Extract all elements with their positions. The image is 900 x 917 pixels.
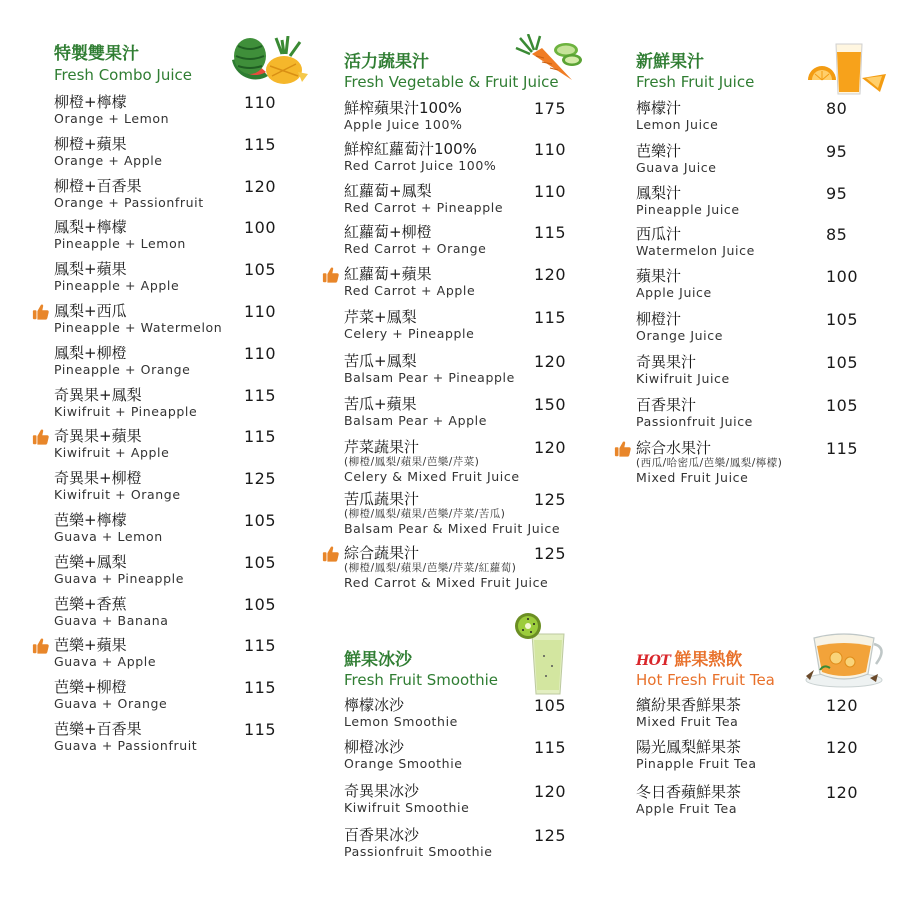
fruit-tea-cup-image xyxy=(800,624,888,690)
menu-item xyxy=(344,827,574,859)
section-title-zh: 鮮果冰沙 xyxy=(344,650,412,670)
item-name-zh: 柳橙+檸檬 xyxy=(54,93,127,111)
menu-item xyxy=(344,266,574,298)
item-name-zh: 苦瓜+蘋果 xyxy=(344,395,417,413)
item-name-zh: 柳橙+蘋果 xyxy=(54,134,127,153)
item-price: 110 xyxy=(244,343,277,363)
item-name-en: Passionfruit Smoothie xyxy=(344,844,493,859)
item-name-en: Mixed Fruit Tea xyxy=(636,714,739,729)
item-name-en: Red Carrot & Mixed Fruit Juice xyxy=(344,575,549,590)
item-name-zh: 芭樂+鳳梨 xyxy=(54,552,127,571)
item-name-en: Balsam Pear + Apple xyxy=(344,413,488,428)
item-price: 110 xyxy=(244,93,277,112)
item-name-zh: 紅蘿蔔+蘋果 xyxy=(344,265,432,283)
item-name-zh: 奇異果+柳橙 xyxy=(54,469,142,488)
menu-item xyxy=(344,353,574,385)
menu-item xyxy=(54,178,284,210)
item-price: 110 xyxy=(244,302,277,321)
section-title-zh: 新鮮果汁 xyxy=(636,52,704,72)
menu-item xyxy=(344,224,574,256)
watermelon-pineapple-image xyxy=(224,36,310,88)
menu-item xyxy=(636,354,866,386)
item-name-en: Apple Juice xyxy=(636,285,712,300)
item-name-zh: 陽光鳳梨鮮果茶 xyxy=(636,738,742,756)
item-price: 115 xyxy=(244,636,277,656)
item-price: 80 xyxy=(826,99,848,118)
item-price: 110 xyxy=(534,140,567,159)
item-name-zh: 鳳梨+西瓜 xyxy=(54,302,127,320)
item-name-zh: 柳橙冰沙 xyxy=(344,738,405,756)
section-title-en: Hot Fresh Fruit Tea xyxy=(636,671,775,689)
item-name-zh: 芭樂+檸檬 xyxy=(54,511,127,529)
menu-item xyxy=(54,596,284,628)
item-price: 175 xyxy=(534,99,567,118)
item-name-en: Pineapple + Orange xyxy=(54,361,191,377)
menu-item xyxy=(54,261,284,293)
item-name-en: Guava + Passionfruit xyxy=(54,738,198,753)
item-name-zh: 奇異果冰沙 xyxy=(344,782,420,800)
item-price: 150 xyxy=(534,395,567,414)
item-name-en: Mixed Fruit Juice xyxy=(636,470,749,485)
menu-item xyxy=(54,345,284,377)
item-name-zh: 鳳梨汁 xyxy=(636,184,682,202)
item-name-zh: 綜合蔬果汁 xyxy=(344,544,420,562)
thumbs-up-icon xyxy=(322,266,340,284)
item-name-zh: 綜合水果汁 xyxy=(636,439,712,457)
carrot-cucumber-image xyxy=(514,34,584,84)
item-name-en: Guava Juice xyxy=(636,160,717,175)
menu-item xyxy=(344,545,574,590)
item-name-zh: 芹菜蔬果汁 xyxy=(344,438,420,456)
item-name-zh: 芭樂+香蕉 xyxy=(54,594,127,613)
menu-item xyxy=(54,428,284,460)
item-ingredients: (西瓜/哈密瓜/芭樂/鳳梨/檸檬) xyxy=(636,457,783,469)
menu-item xyxy=(636,440,866,485)
item-ingredients: (柳橙/鳳梨/蘋果/芭樂/芹菜/紅蘿蔔) xyxy=(344,562,517,574)
section-title-zh: 鮮果熱飲 xyxy=(674,650,743,670)
item-name-zh: 奇異果+蘋果 xyxy=(54,427,142,446)
item-price: 120 xyxy=(826,696,859,715)
menu-item xyxy=(636,268,866,300)
item-name-en: Passionfruit Juice xyxy=(636,414,753,429)
item-name-en: Orange Smoothie xyxy=(344,756,463,771)
menu-item xyxy=(344,783,574,815)
orange-juice-glass-image xyxy=(806,38,890,96)
item-name-en: Guava + Orange xyxy=(54,696,168,712)
menu-item xyxy=(54,219,284,251)
menu-item xyxy=(54,637,284,669)
item-name-en: Kiwifruit Juice xyxy=(636,371,730,386)
item-name-zh: 苦瓜蔬果汁 xyxy=(344,490,420,508)
menu-item xyxy=(636,397,866,429)
item-name-zh: 芭樂+百香果 xyxy=(54,720,142,738)
item-price: 100 xyxy=(826,267,859,286)
item-price: 115 xyxy=(244,678,277,698)
item-name-en: Watermelon Juice xyxy=(636,243,755,258)
menu-item xyxy=(344,309,574,341)
item-name-zh: 鳳梨+柳橙 xyxy=(54,343,127,362)
item-price: 105 xyxy=(244,594,277,614)
section-vegetable-juice xyxy=(344,52,584,612)
item-name-zh: 檸檬汁 xyxy=(636,99,682,117)
item-price: 115 xyxy=(244,385,277,405)
item-price: 95 xyxy=(826,142,848,161)
item-name-zh: 鳳梨+蘋果 xyxy=(54,260,127,279)
item-price: 115 xyxy=(534,223,567,242)
menu-item xyxy=(636,739,866,771)
item-price: 125 xyxy=(534,490,567,509)
kiwi-smoothie-image xyxy=(514,610,574,696)
item-name-zh: 芭樂+柳橙 xyxy=(54,678,127,697)
item-name-zh: 鳳梨+檸檬 xyxy=(54,218,127,237)
section-fruit-juice xyxy=(636,52,876,492)
thumbs-up-icon xyxy=(32,428,50,446)
item-price: 115 xyxy=(534,308,567,327)
section-title-en: Fresh Vegetable & Fruit Juice xyxy=(344,73,559,91)
menu-item xyxy=(344,439,574,484)
item-name-en: Pinapple Fruit Tea xyxy=(636,756,757,771)
item-name-en: Celery & Mixed Fruit Juice xyxy=(344,469,520,484)
item-price: 115 xyxy=(826,439,859,458)
item-name-zh: 奇異果汁 xyxy=(636,353,697,371)
menu-item xyxy=(54,679,284,711)
menu-item xyxy=(54,721,284,753)
item-price: 125 xyxy=(244,469,277,489)
item-price: 105 xyxy=(244,260,277,280)
item-price: 120 xyxy=(826,783,859,802)
menu-item xyxy=(344,183,574,215)
item-name-zh: 繽紛果香鮮果茶 xyxy=(636,696,742,714)
item-name-zh: 蘋果汁 xyxy=(636,267,682,285)
item-price: 105 xyxy=(244,511,277,530)
item-name-zh: 鮮榨紅蘿蔔汁100% xyxy=(344,140,477,158)
item-name-zh: 柳橙+百香果 xyxy=(54,176,142,195)
item-name-en: Apple Fruit Tea xyxy=(636,801,738,816)
menu-item xyxy=(636,784,866,816)
item-price: 105 xyxy=(826,353,859,372)
item-name-en: Guava + Lemon xyxy=(54,529,163,544)
menu-item xyxy=(636,100,866,132)
menu-item xyxy=(344,491,574,536)
item-name-en: Kiwifruit + Apple xyxy=(54,445,170,461)
item-name-zh: 百香果汁 xyxy=(636,396,697,414)
item-name-en: Celery + Pineapple xyxy=(344,326,475,341)
item-name-en: Red Carrot Juice 100% xyxy=(344,158,497,173)
item-name-en: Pineapple + Watermelon xyxy=(54,320,223,335)
section-title-en: Fresh Fruit Juice xyxy=(636,73,755,91)
section-title-en: Fresh Fruit Smoothie xyxy=(344,671,498,689)
item-name-en: Pineapple + Apple xyxy=(54,278,180,294)
item-name-en: Pineapple + Lemon xyxy=(54,236,186,252)
item-price: 105 xyxy=(826,310,859,329)
item-price: 115 xyxy=(244,720,277,739)
item-name-en: Orange + Apple xyxy=(54,152,163,168)
item-price: 85 xyxy=(826,225,848,244)
item-name-en: Balsam Pear + Pineapple xyxy=(344,370,515,385)
item-name-en: Balsam Pear & Mixed Fruit Juice xyxy=(344,521,561,536)
menu-item xyxy=(636,697,866,729)
item-name-en: Orange + Passionfruit xyxy=(54,194,204,210)
item-name-zh: 西瓜汁 xyxy=(636,225,682,243)
menu-item xyxy=(344,141,574,173)
menu-item xyxy=(54,512,284,544)
item-price: 125 xyxy=(534,544,567,563)
item-name-en: Kiwifruit Smoothie xyxy=(344,800,470,815)
menu-item xyxy=(636,226,866,258)
menu-item xyxy=(636,143,866,175)
section-title-zh: 活力蔬果汁 xyxy=(344,52,429,72)
item-price: 120 xyxy=(826,738,859,757)
item-name-en: Pineapple Juice xyxy=(636,202,740,217)
menu-item xyxy=(636,311,866,343)
item-name-zh: 冬日香蘋鮮果茶 xyxy=(636,783,742,801)
item-name-zh: 紅蘿蔔+鳳梨 xyxy=(344,182,432,200)
item-name-en: Guava + Apple xyxy=(54,654,157,670)
thumbs-up-icon xyxy=(322,545,340,563)
item-name-en: Apple Juice 100% xyxy=(344,117,463,132)
item-price: 125 xyxy=(534,826,567,845)
item-price: 100 xyxy=(244,218,277,238)
item-price: 105 xyxy=(244,552,277,572)
item-name-en: Kiwifruit + Pineapple xyxy=(54,403,198,419)
item-name-zh: 芭樂+蘋果 xyxy=(54,636,127,655)
item-price: 115 xyxy=(534,738,567,757)
item-ingredients: (柳橙/鳳梨/蘋果/芭樂/芹菜/苦瓜) xyxy=(344,508,506,520)
thumbs-up-icon xyxy=(32,637,50,655)
section-title-en: Fresh Combo Juice xyxy=(54,66,192,84)
item-name-en: Red Carrot + Pineapple xyxy=(344,200,504,215)
item-name-zh: 奇異果+鳳梨 xyxy=(54,385,142,404)
thumbs-up-icon xyxy=(32,303,50,321)
item-name-en: Lemon Smoothie xyxy=(344,714,458,729)
item-name-zh: 苦瓜+鳳梨 xyxy=(344,352,417,370)
item-name-en: Lemon Juice xyxy=(636,117,719,132)
menu-item xyxy=(54,554,284,586)
item-name-en: Orange + Lemon xyxy=(54,111,170,126)
item-name-en: Orange Juice xyxy=(636,328,724,343)
item-price: 95 xyxy=(826,184,848,203)
thumbs-up-icon xyxy=(614,440,632,458)
menu-item xyxy=(344,697,574,729)
item-price: 120 xyxy=(534,782,567,801)
item-price: 120 xyxy=(534,265,567,284)
menu-item xyxy=(344,100,574,132)
menu-item xyxy=(344,396,574,428)
item-name-zh: 檸檬冰沙 xyxy=(344,696,405,714)
menu-item xyxy=(54,387,284,419)
item-name-en: Red Carrot + Apple xyxy=(344,283,476,298)
hot-badge: HOT xyxy=(636,653,671,669)
menu-item xyxy=(54,470,284,502)
item-price: 120 xyxy=(534,438,567,457)
item-price: 120 xyxy=(534,352,567,371)
item-price: 105 xyxy=(826,396,859,415)
menu-item xyxy=(636,185,866,217)
item-name-zh: 芹菜+鳳梨 xyxy=(344,308,417,326)
item-price: 120 xyxy=(244,176,277,196)
item-name-en: Kiwifruit + Orange xyxy=(54,487,181,503)
item-price: 105 xyxy=(534,696,567,715)
item-name-zh: 鮮榨蘋果汁100% xyxy=(344,99,462,117)
item-name-zh: 百香果冰沙 xyxy=(344,826,420,844)
item-name-en: Guava + Banana xyxy=(54,612,169,628)
item-price: 115 xyxy=(244,427,277,447)
section-combo-juice xyxy=(54,44,294,764)
item-name-zh: 芭樂汁 xyxy=(636,142,682,160)
menu-item xyxy=(344,739,574,771)
menu-item xyxy=(54,303,284,335)
item-name-en: Guava + Pineapple xyxy=(54,570,184,586)
item-name-zh: 紅蘿蔔+柳橙 xyxy=(344,223,432,241)
item-name-en: Red Carrot + Orange xyxy=(344,241,487,256)
item-price: 115 xyxy=(244,134,277,154)
item-price: 110 xyxy=(534,182,567,201)
menu-item xyxy=(54,136,284,168)
section-title-zh: 特製雙果汁 xyxy=(54,44,139,64)
menu-item xyxy=(54,94,284,126)
item-name-zh: 柳橙汁 xyxy=(636,310,682,328)
item-ingredients: (柳橙/鳳梨/蘋果/芭樂/芹菜) xyxy=(344,456,480,468)
